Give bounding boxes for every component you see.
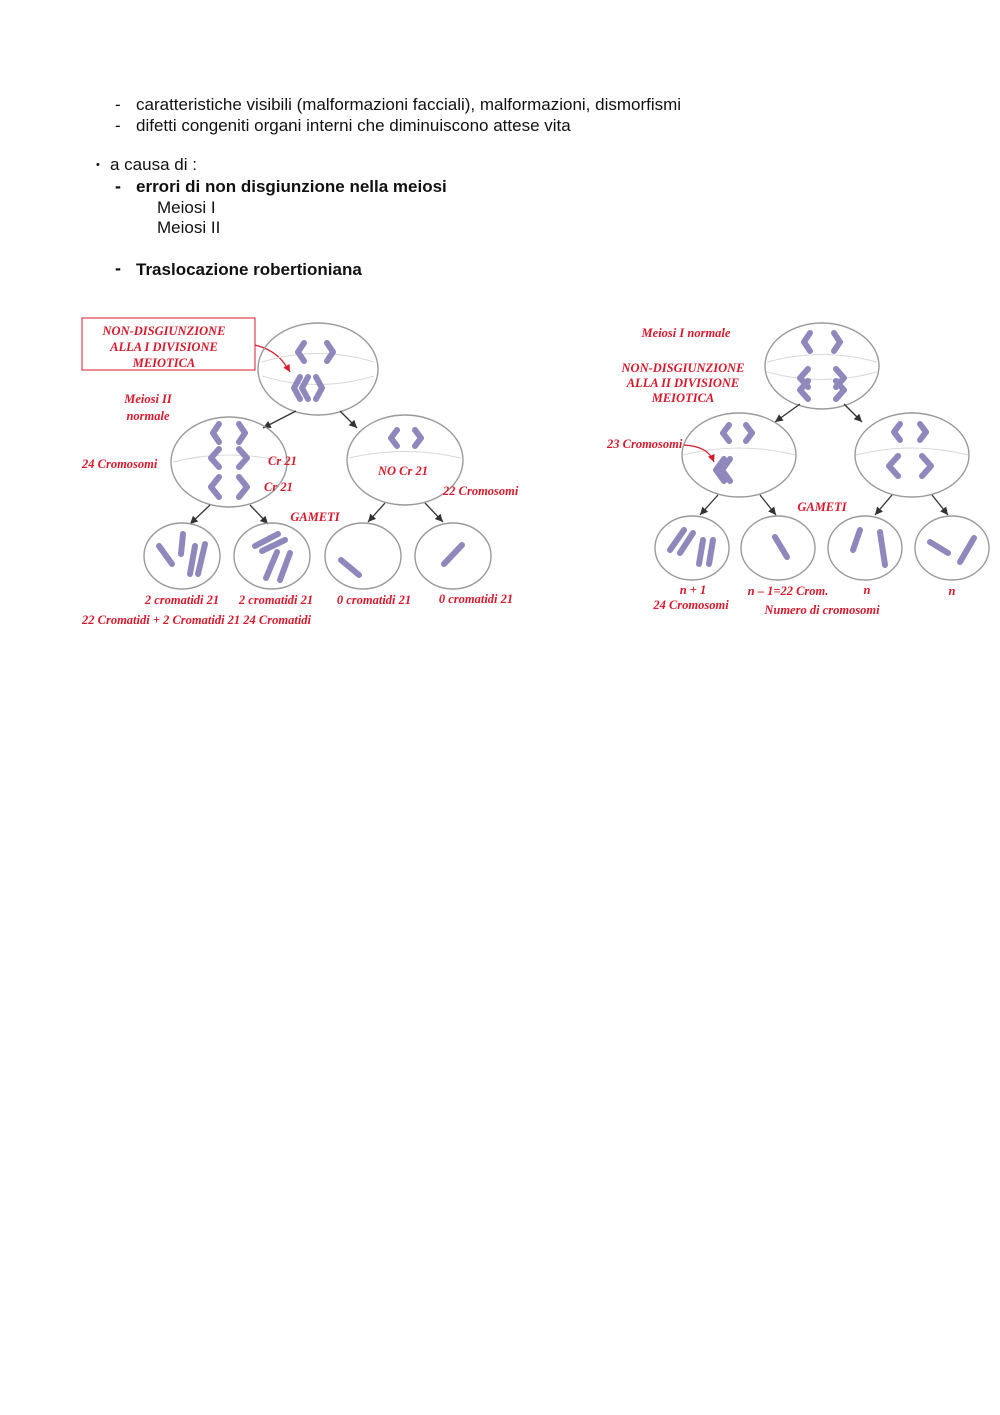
bullet-marker: • — [96, 159, 100, 171]
label-23-cromosomi: 23 Cromosomi — [607, 437, 683, 451]
list-item-visible-features: caratteristiche visibili (malformazioni facciali), malformazioni, dismorfismi — [136, 95, 682, 114]
gamete-cell — [325, 523, 401, 589]
gamete-label-4: 0 cromatidi 21 — [438, 592, 514, 606]
chromosome — [922, 456, 931, 476]
chromosome — [834, 333, 840, 351]
gamete-cell — [234, 523, 310, 589]
dash-marker: - — [115, 258, 121, 278]
chromosome — [190, 546, 195, 574]
chromosome — [699, 540, 703, 564]
chromosome — [804, 333, 810, 351]
chromosome — [239, 424, 245, 442]
label-24-cromosomi: 24 Cromosomi — [82, 457, 158, 471]
label-n-a: n — [863, 583, 871, 597]
right-diagram — [606, 323, 989, 617]
gamete-label-3: 0 cromatidi 21 — [336, 593, 412, 607]
red-arrow — [255, 345, 290, 372]
chromosome — [211, 449, 219, 467]
cause-heading: a causa di : — [110, 155, 197, 174]
label-numero-cromosomi: Numero di cromosomi — [764, 603, 880, 617]
daughter-cell — [855, 413, 969, 497]
cause-nondisjunction: errori di non disgiunzione nella meiosi — [136, 177, 447, 196]
label-gameti: GAMETI — [797, 500, 847, 514]
label-24-cromosomi: 24 Cromosomi — [653, 598, 729, 612]
list-item-congenital-defects: difetti congeniti organi interni che diminuiscono attese vita — [136, 116, 571, 135]
dash-marker: - — [115, 176, 121, 196]
chromosome — [181, 534, 183, 554]
gamete-label-1: 2 cromatidi 21 — [144, 593, 220, 607]
chromosome — [391, 430, 397, 446]
label-22-cromosomi: 22 Cromosomi — [443, 484, 519, 498]
gamete-cell — [915, 516, 989, 580]
chromosome — [302, 377, 308, 399]
label-cr21-a: Cr 21 — [268, 454, 297, 468]
chromosome — [327, 343, 333, 361]
gamete-cell — [655, 516, 729, 580]
nd-label-line2: ALLA II DIVISIONE — [626, 376, 740, 390]
chromosome — [239, 477, 247, 497]
label-cr21-b: Cr 21 — [264, 480, 293, 494]
label-n-plus-1: n + 1 — [679, 583, 707, 597]
chromosome — [280, 553, 290, 580]
chromosome — [894, 424, 900, 440]
parent-cell — [765, 323, 879, 409]
sub-item-meiosi-ii: Meiosi II — [157, 218, 221, 237]
chromosome — [444, 545, 462, 564]
chromosome — [880, 532, 885, 565]
gamete-cell — [741, 516, 815, 580]
meiosi-ii-label-2: normale — [126, 409, 170, 423]
cause-robertsonian-translocation: Traslocazione robertioniana — [136, 260, 362, 279]
chromosome — [213, 424, 219, 442]
gamete-label-2: 2 cromatidi 21 — [238, 593, 314, 607]
meiosis-diagrams — [0, 0, 1000, 700]
meiosi-ii-label-1: Meiosi II — [124, 392, 172, 406]
chromosome — [723, 425, 729, 441]
gamete-cell — [828, 516, 902, 580]
chromosome — [211, 477, 219, 497]
chromosome — [853, 530, 860, 550]
chromosome — [266, 552, 277, 578]
box-label-line1: NON-DISGIUNZIONE — [102, 324, 226, 338]
chromosome — [709, 540, 713, 564]
chromosome — [415, 430, 421, 446]
box-label-line3: MEIOTICA — [132, 356, 196, 370]
sub-item-meiosi-i: Meiosi I — [157, 198, 216, 217]
chromosome — [930, 542, 948, 553]
chromosome — [960, 538, 974, 562]
dash-marker: - — [115, 95, 121, 114]
left-diagram — [81, 318, 519, 627]
chromosome — [298, 343, 304, 361]
dash-marker: - — [115, 116, 121, 135]
chromosome — [746, 425, 752, 441]
chromosome — [316, 377, 322, 399]
chromosome — [198, 544, 205, 574]
label-gameti: GAMETI — [290, 510, 340, 524]
chromosome — [889, 456, 898, 476]
box-label-line2: ALLA I DIVISIONE — [110, 340, 218, 354]
label-n-b: n — [948, 584, 956, 598]
label-meiosi-i-normale: Meiosi I normale — [641, 326, 731, 340]
bottom-label: 22 Cromatidi + 2 Cromatidi 21 24 Cromatidi — [82, 613, 312, 627]
chromosome — [341, 560, 359, 575]
label-no-cr21: NO Cr 21 — [377, 464, 429, 478]
chromosome — [920, 424, 926, 440]
nd-label-line3: MEIOTICA — [651, 391, 715, 405]
daughter-cell — [682, 413, 796, 497]
chromosome — [159, 546, 172, 564]
nd-label-line1: NON-DISGIUNZIONE — [621, 361, 745, 375]
chromosome — [239, 449, 247, 467]
chromosome — [775, 537, 787, 557]
label-n-minus-1: n – 1=22 Crom. — [747, 584, 829, 598]
